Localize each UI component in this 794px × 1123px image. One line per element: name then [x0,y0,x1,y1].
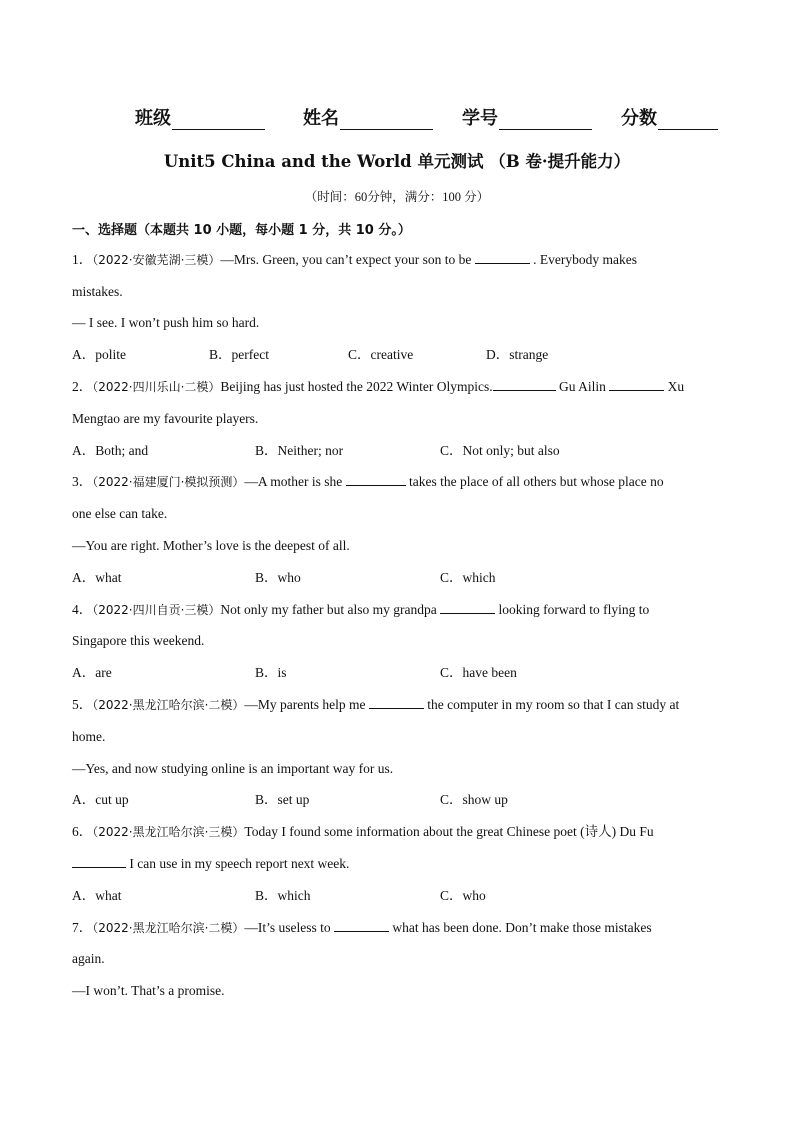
question-4-text-after: looking forward to flying to [498,602,650,617]
question-6-line-1 [72,823,654,841]
score-field [621,104,718,130]
question-2-option-a[interactable]: A．Both; and [72,443,149,458]
question-7-text: —It’s useless to [244,920,331,935]
question-7-number: 7． [72,920,93,935]
question-4-text: Not only my father but also my grandpa [220,602,437,617]
class-field [135,104,265,130]
question-6-source: （2022·黑龙江哈尔滨·三模） [92,825,245,839]
section-heading: 一、选择题（本题共 10 小题，每小题 1 分，共 10 分。） [72,223,411,238]
question-7-line-3: —I won’t. That’s a promise. [72,983,225,998]
question-2-source: （2022·四川乐山·二模） [92,380,221,394]
test-subtitle: （时间：60分钟，满分：100 分） [304,190,490,204]
question-6-option-b[interactable]: B．which [255,888,311,903]
student-info-row [135,104,735,132]
question-3-line-1 [72,473,664,491]
class-blank[interactable] [172,111,265,130]
question-2-blank-2[interactable] [609,378,664,391]
question-7-source: （2022·黑龙江哈尔滨·二模） [92,921,245,935]
question-4-line-1 [72,601,649,619]
question-5-number: 5． [72,697,93,712]
question-5-source: （2022·黑龙江哈尔滨·二模） [92,698,245,712]
score-label: 分数 [621,108,657,129]
name-label: 姓名 [303,108,339,129]
question-4-number: 4． [72,602,93,617]
question-3-blank[interactable] [346,473,406,486]
question-6-option-a[interactable]: A．what [72,888,122,903]
student-id-label: 学号 [462,108,498,129]
question-6-number: 6． [72,824,93,839]
question-6-option-c[interactable]: C．who [440,888,486,903]
question-1-option-b[interactable]: B．perfect [209,347,269,362]
question-3-option-c[interactable]: C．which [440,570,496,585]
question-2-option-b[interactable]: B．Neither; nor [255,443,344,458]
question-4-option-c[interactable]: C．have been [440,665,517,680]
question-2-number: 2． [72,379,93,394]
question-6-text: Today I found some information about the great Chinese poet (诗人) Du Fu [244,824,654,839]
student-id-field [462,104,592,130]
question-2-option-c[interactable]: C．Not only; but also [440,443,560,458]
question-3-source: （2022·福建厦门·模拟预测） [92,475,245,489]
question-2-blank-1[interactable] [493,378,556,391]
question-1-option-d[interactable]: D．strange [486,347,549,362]
question-1-blank[interactable] [475,251,530,264]
student-id-blank[interactable] [499,111,592,130]
question-5-option-b[interactable]: B．set up [255,792,310,807]
question-1-number: 1． [72,252,93,267]
question-7-blank[interactable] [334,919,389,932]
question-2-line-1 [72,378,684,396]
name-field [303,104,433,130]
question-4-line-2: Singapore this weekend. [72,633,205,648]
question-2-text-after: Xu [667,379,685,394]
question-5-text: —My parents help me [244,697,366,712]
score-blank[interactable] [658,111,718,130]
question-3-line-2: one else can take. [72,506,168,521]
question-4-option-a[interactable]: A．are [72,665,112,680]
question-5-line-2: home. [72,729,106,744]
question-6-blank[interactable] [72,855,126,868]
question-5-line-3: —Yes, and now studying online is an important way for us. [72,761,394,776]
question-4-blank[interactable] [440,601,495,614]
question-7-line-1 [72,919,652,937]
question-4-source: （2022·四川自贡·三模） [92,603,221,617]
question-1-line-3: — I see. I won’t push him so hard. [72,315,260,330]
question-5-blank[interactable] [369,696,424,709]
question-2-text: Beijing has just hosted the 2022 Winter Olympics. [220,379,493,394]
question-1-option-a[interactable]: A．polite [72,347,126,362]
question-3-option-b[interactable]: B．who [255,570,301,585]
question-5-option-c[interactable]: C．show up [440,792,508,807]
class-label: 班级 [135,108,171,129]
question-5-text-after: the computer in my room so that I can study at [427,697,680,712]
question-3-text: —A mother is she [244,474,343,489]
question-6-line-2 [72,855,349,873]
question-6-text-after: I can use in my speech report next week. [129,856,350,871]
question-4-option-b[interactable]: B．is [255,665,287,680]
question-3-line-3: —You are right. Mother’s love is the deepest of all. [72,538,350,553]
question-2-text-mid: Gu Ailin [558,379,606,394]
question-7-line-2: again. [72,951,105,966]
question-1-text: —Mrs. Green, you can’t expect your son to be [220,252,472,267]
question-2-line-2: Mengtao are my favourite players. [72,411,259,426]
question-5-option-a[interactable]: A．cut up [72,792,129,807]
question-1-text-after: . Everybody makes [533,252,637,267]
name-blank[interactable] [340,111,433,130]
question-1-line-2: mistakes. [72,284,123,299]
question-7-text-after: what has been done. Don’t make those mistakes [392,920,652,935]
question-3-option-a[interactable]: A．what [72,570,122,585]
test-title: Unit5 China and the World 单元测试 （B 卷·提升能力） [163,152,631,171]
question-3-number: 3． [72,474,93,489]
question-3-text-after: takes the place of all others but whose place no [409,474,664,489]
question-1-line-1 [72,251,637,269]
question-5-line-1 [72,696,679,714]
question-1-option-c[interactable]: C．creative [348,347,414,362]
question-1-source: （2022·安徽芜湖·三模） [92,253,221,267]
